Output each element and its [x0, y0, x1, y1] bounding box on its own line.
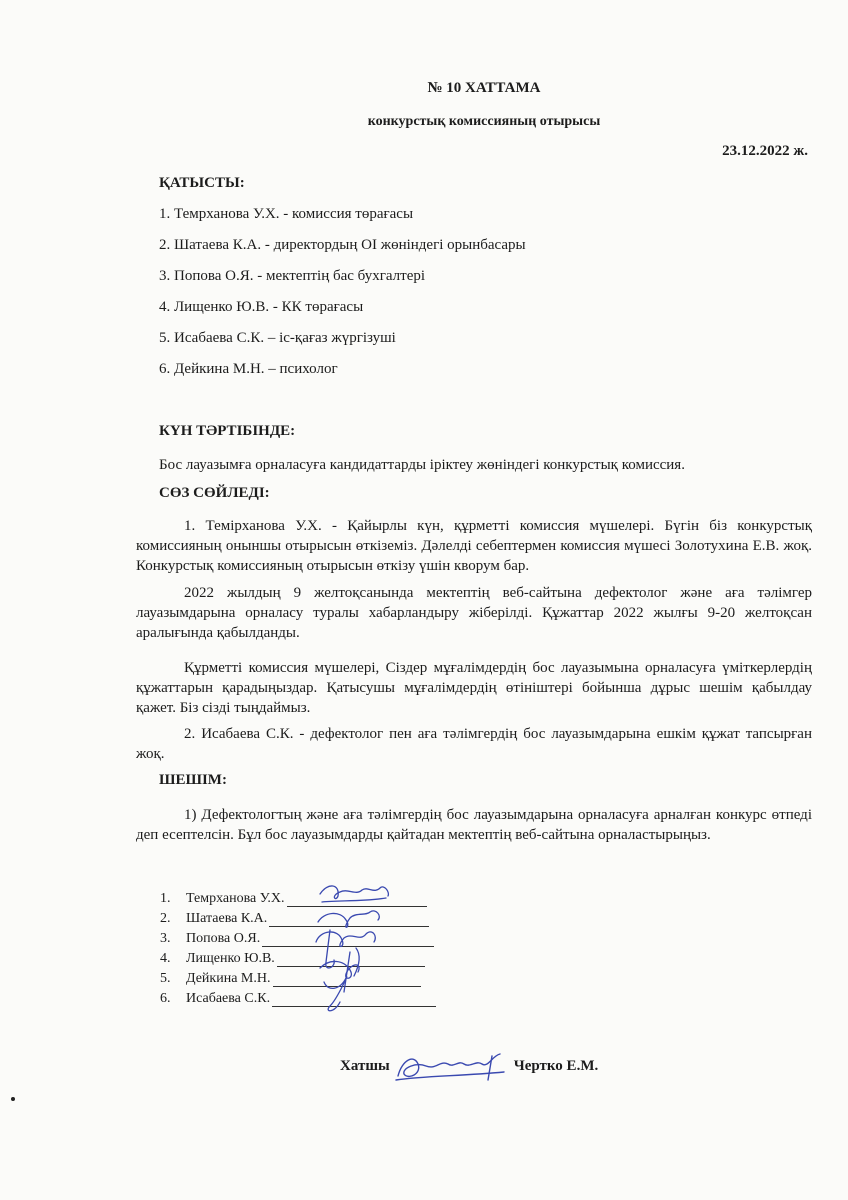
signature-stroke [320, 886, 388, 899]
signature-number: 3. [160, 931, 171, 946]
document-subtitle: конкурстық комиссияның отырысы [367, 114, 601, 129]
signature-name: Попова О.Я. [186, 931, 261, 946]
signature-stroke [320, 961, 359, 978]
attendee-item: 6. Дейкина М.Н. – психолог [159, 361, 338, 377]
signature-stroke [316, 932, 375, 947]
secretary-label: Хатшы [340, 1057, 390, 1074]
secretary-block [340, 1046, 598, 1086]
signature-stroke [344, 952, 350, 992]
signature-stroke [324, 977, 347, 1011]
agenda-text: Бос лауазымға орналасуға кандидаттарды іріктеу жөніндегі конкурстық комиссия. [159, 457, 685, 473]
signature-number: 5. [160, 971, 171, 986]
secretary-name: Чертко Е.М. [513, 1057, 599, 1074]
speech-paragraph: 2. Исабаева С.К. - дефектолог пен аға тәлімгердің бос лауазымдарына ешкім құжат тапсырған жоқ. [136, 726, 812, 762]
signature-name: Дейкина М.Н. [186, 971, 271, 986]
secretary-signature [392, 1046, 512, 1086]
signature-number: 6. [160, 991, 171, 1006]
handwritten-signatures [300, 872, 410, 1022]
attendee-item: 2. Шатаева К.А. - директордың ОІ жөніндегі орынбасары [159, 237, 526, 253]
attendee-item: 3. Попова О.Я. - мектептің бас бухгалтері [159, 268, 426, 284]
attendee-item: 1. Темрханова У.Х. - комиссия төрағасы [159, 206, 414, 222]
signature-number: 2. [160, 911, 171, 926]
decision-heading: ШЕШІМ: [159, 772, 227, 788]
signature-name: Лищенко Ю.В. [186, 951, 275, 966]
signature-name: Шатаева К.А. [186, 911, 268, 926]
agenda-heading: КҮН ТӘРТІБІНДЕ: [159, 423, 296, 439]
speech-paragraph: 2022 жылдың 9 желтоқсанында мектептің веб-сайтына дефектолог және аға тәлімгер лауазымдарына орналасу туралы хабарландыру жіберілді. Құжаттар 2022 жылғы 9-20 желтоқсан аралығында қабылданды. [136, 585, 812, 641]
attendee-item: 5. Исабаева С.К. – іс-қағаз жүргізуші [159, 330, 396, 346]
signature-stroke [322, 898, 386, 902]
scan-speck [11, 1097, 15, 1101]
signature-stroke [488, 1056, 492, 1080]
signature-name: Темрханова У.Х. [186, 891, 285, 906]
document-date: 23.12.2022 ж. [722, 143, 808, 159]
document-title: № 10 ХАТТАМА [427, 80, 541, 96]
signature-stroke [318, 911, 379, 927]
speeches-heading: СӨЗ СӨЙЛЕДІ: [159, 485, 270, 501]
signature-number: 1. [160, 891, 171, 906]
signature-number: 4. [160, 951, 171, 966]
speech-paragraph: Құрметті комиссия мүшелері, Сіздер мұғалімдердің бос лауазымына орналасуға үміткерлердің құжаттарын қарадыңыздар. Қатысушы мұғалімдердің өтініштері бойынша дұрыс шешім қабылдау қажет. Біз сізді тыңдаймыз. [136, 660, 812, 716]
attendee-item: 4. Лищенко Ю.В. - КК төрағасы [159, 299, 364, 315]
signature-name: Исабаева С.К. [186, 991, 271, 1006]
decision-text: 1) Дефектологтың және аға тәлімгердің бос лауазымдарына орналасуға арналған конкурс өтпеді деп есептелсін. Бұл бос лауазымдарды қайтадан мектептің веб-сайтына орналастырыңыз. [136, 807, 812, 843]
speech-paragraph: 1. Темірханова У.Х. - Қайырлы күн, құрметті комиссия мүшелері. Бүгін біз конкурстық комиссияның оныншы отырысын өткіземіз. Дәлелді себептермен комиссия мүшесі Золотухина Е.В. жоқ. Конкурстық комиссияның отырысын өткізу үшін кворум бар. [136, 518, 812, 574]
attendees-heading: ҚАТЫСТЫ: [159, 175, 245, 191]
